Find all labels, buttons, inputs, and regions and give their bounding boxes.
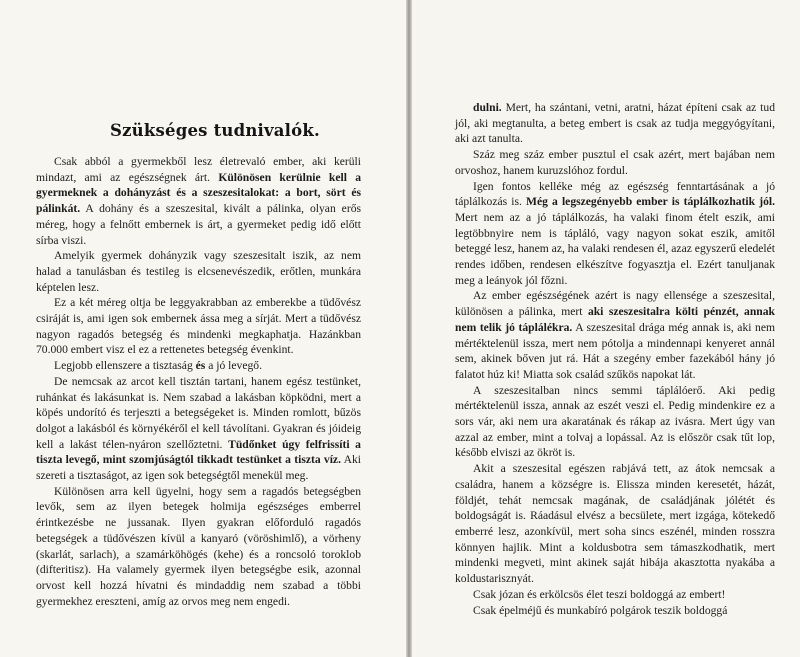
text-run: Mert nem az a jó táplálkozás, ha valaki finom ételt eszik, ami legtöbbnyire nem is tápláló, vagy nagyon sokat eszik, amitől beteggé lesz, hanem az, ha valaki rendesen él, azaz egyszerű eledelét rendes időben, rendesen elkészítve fogyasztja el. Ezért tanuljanak meg a leányok jól főzni. bbox=[455, 210, 775, 287]
right-page bbox=[412, 0, 800, 657]
paragraph bbox=[455, 147, 775, 178]
text-run: Amelyik gyermek dohányzik vagy szeszesitalt iszik, az nem halad a tanulásban és testileg is elcsenevészedik, erőtlen, munkára képtelen lesz. bbox=[36, 249, 361, 294]
text-run: Akit a szeszesital egészen rabjává tett, az átok nemcsak a családra, hanem a községre is. Elissza minden keresetét, házát, földjét, tehát nemcsak magának, de családjának jólétét és boldogságát is. Ráadásul elvész a becsülete, mert izgága, kötekedő emberré lesz, azonkívül, mert soha sincs eszénél, minden rosszra könnyen hajlik. Mint a koldusbotra sem támaszkodhatik, mert mindenki megveti, mint akinek saját hibája akasztotta nyakába a koldustarisznyát. bbox=[455, 462, 775, 586]
text-run: Igen fontos kelléke még az egészség fenntartásának a jó táplálkozás is. bbox=[455, 179, 775, 209]
text-run: Az ember egészségének azért is nagy ellensége a szeszesital, különösen a pálinka, mert bbox=[455, 289, 775, 319]
paragraph bbox=[455, 383, 775, 462]
paragraph bbox=[455, 179, 775, 289]
paragraph bbox=[455, 603, 775, 619]
paragraph bbox=[455, 461, 775, 587]
text-run: Aki szereti a tisztaságot, az igen sok betegségtől menekül meg. bbox=[36, 453, 361, 483]
text-run: A szeszesitalban nincs semmi táplálóerő. Aki pedig mértéktelenül issza, annak az eszét veszi el. Pedig mindenkire ez a sors vár, aki nem ura akaratának és rákap az ivásra. Mert úgy van azzal az ember, mint a tolvaj a lopással. Az is először csak tűt lop, később elviszi az ökröt is. bbox=[455, 383, 775, 460]
text-run: Mert, ha szántani, vetni, aratni, házat építeni csak az tud jól, aki megtanulta, a beteg embert is csak az tudja meggyógyítani, aki azt tanulta. bbox=[455, 101, 775, 146]
text-run: Különösen arra kell ügyelni, hogy sem a ragadós betegségben levők, sem az ilyen betegek holmija egészséges emberrel érintkezésbe ne jussanak. Ilyen gyakran előforduló ragadós betegségek a tüdővészen kívül a kanyaró (vöröshimlő), a vörheny (skarlát, sarlach), a szamárköhögés (kehe) és a roncsoló toroklob (difteritisz). Ha valamely gyermek ilyen betegségbe esik, azonnal orvost kell hozzá hívatni és mindaddig nem szabad a többi gyermekhez ereszteni, amíg az orvos meg nem engedi. bbox=[36, 484, 361, 608]
bold-text: aki szeszesitalra költi pénzét, annak nem telik jó táplálékra. bbox=[455, 305, 775, 334]
paragraph bbox=[455, 288, 775, 382]
paragraph bbox=[36, 358, 361, 374]
paragraph bbox=[36, 295, 361, 358]
left-page-text bbox=[36, 154, 361, 609]
right-page-text bbox=[455, 100, 775, 618]
bold-text: és bbox=[195, 359, 206, 373]
bold-text: Még a legszegényebb ember is táplálkozhatik jól. bbox=[526, 195, 776, 209]
text-run: a jó levegő. bbox=[205, 359, 262, 373]
text-run: Ez a két méreg oltja be leggyakrabban az emberekbe a tüdővész csiráját is, ami igen sok embernek ássa meg a sírját. Mert a tüdővész nagyon ragadós betegség és mindenki megkaphatja. Hazánkban 70.000 embert visz el ez a rettenetes betegség évenkint. bbox=[36, 296, 361, 357]
paragraph bbox=[36, 484, 361, 610]
paragraph bbox=[36, 248, 361, 295]
paragraph bbox=[36, 374, 361, 484]
text-run: A dohány és a szeszesital, kivált a pálinka, olyan erős méreg, hogy a felnőtt embernek is árt, a gyermeket pedig idő előtt sírba viszi. bbox=[36, 202, 361, 247]
text-run: Csak épelméjű és munkabíró polgárok teszik boldoggá bbox=[473, 603, 728, 617]
text-run: De nemcsak az arcot kell tisztán tartani, hanem egész testünket, ruhánkat és lakásunkat is. Nem szabad a lakásban köpködni, mert a köpés undorító és terjeszti a betegségeket is. Minden romlott, bűzös dolgot a lakásból és környékéről el kell távolítani. Gyakran és jóideig kell a lakást télen-nyáron szellőztetni. bbox=[36, 374, 361, 451]
text-run: Csak abból a gyermekből lesz életrevaló ember, aki kerüli mindazt, ami az egészségnek árt. bbox=[36, 155, 361, 184]
text-run: A szeszesital drága még annak is, aki nem mértéktelenül issza, mert nem pótolja a mindennapi kenyeret annál sem, akinek bőven jut rá. Hát a szegény ember fazekából hány jó falatot húz ki! Miatta sok család szűkös napokat lát. bbox=[455, 320, 776, 381]
text-run: Száz meg száz ember pusztul el csak azért, mert bajában nem orvoshoz, hanem kuruzslóhoz fordul. bbox=[455, 148, 775, 177]
bold-text: dulni. bbox=[473, 101, 502, 114]
bold-text: Különösen kerülnie kell a gyermeknek a dohányzást és a szeszesitalokat: a bort, sört és pálinkát. bbox=[36, 170, 361, 216]
text-run: Legjobb ellenszere a tisztaság bbox=[54, 359, 196, 373]
paragraph bbox=[455, 100, 775, 147]
bold-text: Tüdőnket úgy felfrissíti a tiszta levegő, mint szomjúságtól tikkadt testünket a tiszta víz. bbox=[36, 437, 361, 467]
page-title: Szükséges tudnivalók. bbox=[110, 121, 320, 140]
text-run: Csak józan és erkölcsös élet teszi boldoggá az embert! bbox=[473, 587, 726, 601]
paragraph bbox=[36, 154, 361, 248]
paragraph bbox=[455, 587, 775, 603]
